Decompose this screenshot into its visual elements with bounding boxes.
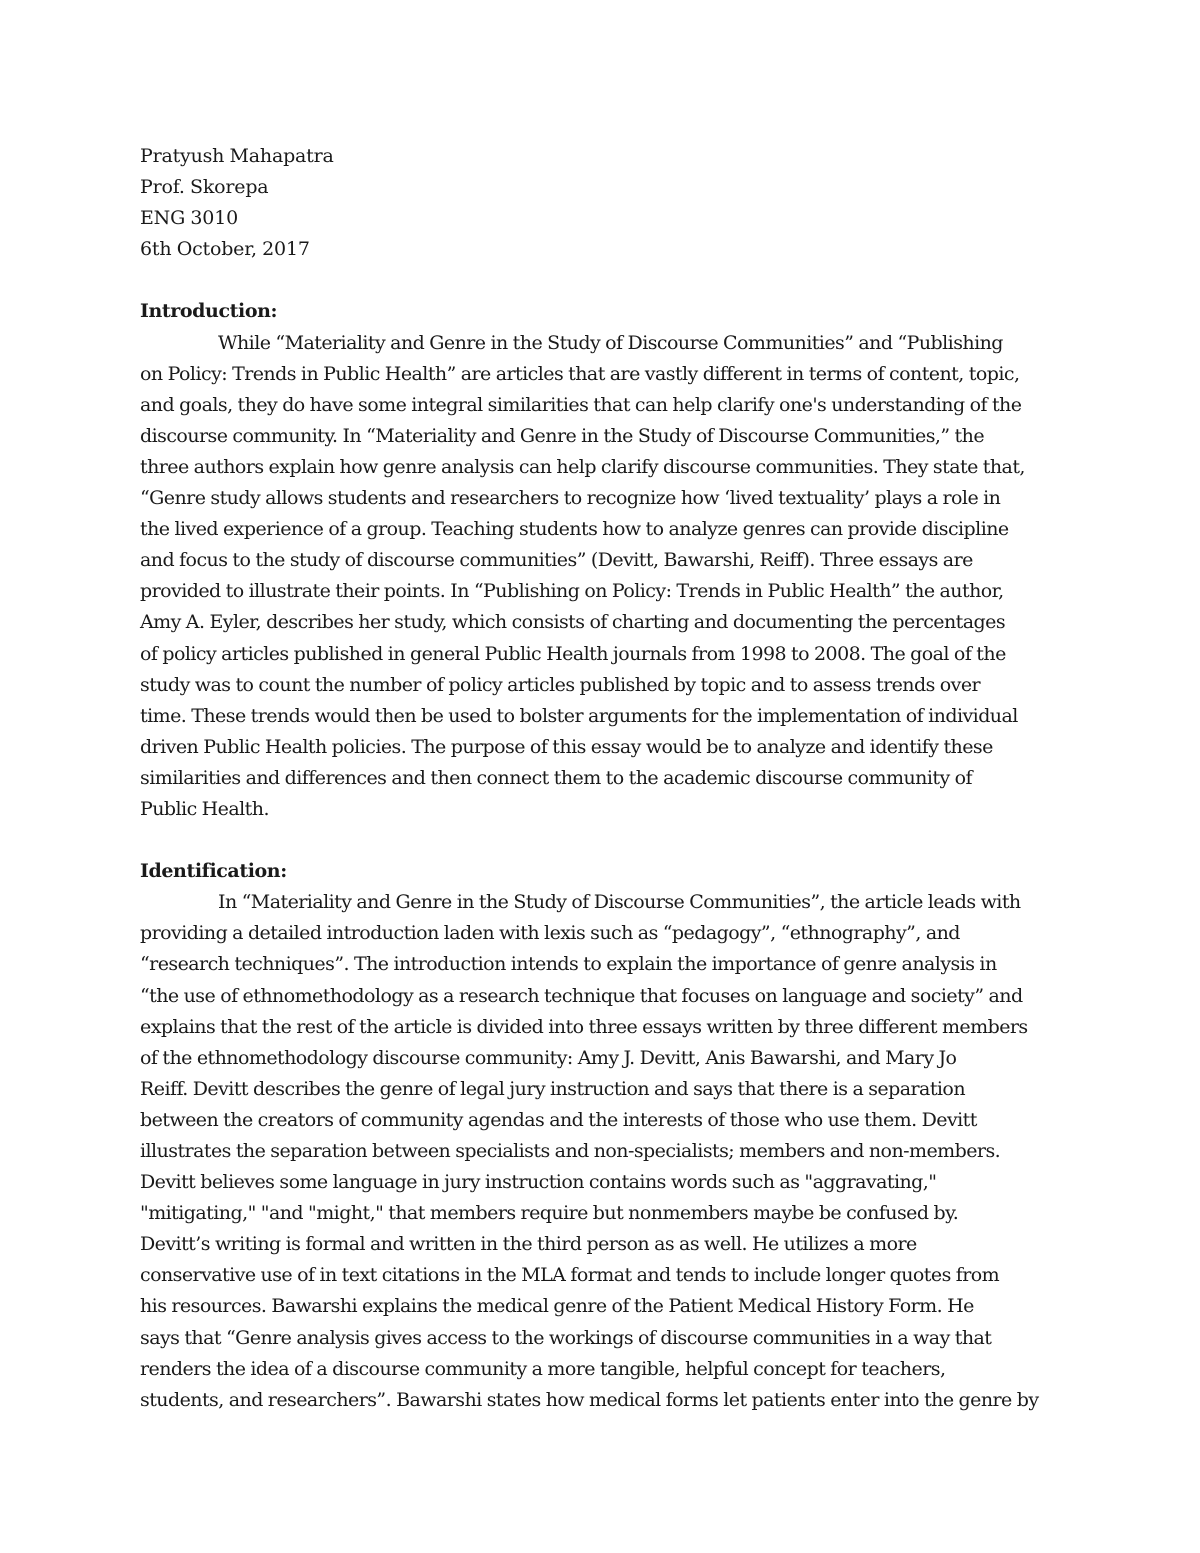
identification-paragraph: [140, 887, 1065, 1416]
identification-heading: Identification:: [140, 860, 287, 883]
paragraph-line: and focus to the study of discourse communities” (Devitt, Bawarshi, Reiff). Three essays are: [140, 549, 973, 572]
paragraph-line: providing a detailed introduction laden with lexis such as “pedagogy”, “ethnography”, and: [140, 922, 960, 945]
paragraph-line: discourse community. In “Materiality and Genre in the Study of Discourse Communities,” the: [140, 424, 985, 447]
paragraph-line: Devitt’s writing is formal and written in the third person as as well. He utilizes a more: [140, 1233, 917, 1256]
paragraph-line: his resources. Bawarshi explains the medical genre of the Patient Medical History Form. He: [140, 1295, 974, 1318]
paragraph-line: says that “Genre analysis gives access to the workings of discourse communities in a way that: [140, 1326, 992, 1349]
paragraph-line: study was to count the number of policy articles published by topic and to assess trends over: [140, 673, 981, 696]
paragraph-line: of the ethnomethodology discourse community: Amy J. Devitt, Anis Bawarshi, and Mary Jo: [140, 1046, 957, 1069]
paragraph-line: renders the idea of a discourse community a more tangible, helpful concept for teachers,: [140, 1357, 946, 1380]
document-page: [140, 141, 1065, 1416]
paragraph-line: In “Materiality and Genre in the Study of Discourse Communities”, the article leads with: [218, 891, 1021, 914]
paragraph-line: similarities and differences and then connect them to the academic discourse community of: [140, 766, 972, 789]
document-date: 6th October, 2017: [140, 238, 310, 261]
paragraph-line: “the use of ethnomethodology as a research technique that focuses on language and society” and: [140, 984, 1023, 1007]
paragraph-line: illustrates the separation between specialists and non-specialists; members and non-members.: [140, 1140, 1001, 1162]
header-block: [140, 141, 1065, 265]
paragraph-line: on Policy: Trends in Public Health” are articles that are vastly different in terms of content, topic,: [140, 362, 1020, 385]
introduction-heading: Introduction:: [140, 300, 278, 323]
paragraph-line: provided to illustrate their points. In “Publishing on Policy: Trends in Public Health” the author,: [140, 580, 1004, 603]
paragraph-line: and goals, they do have some integral similarities that can help clarify one's understanding of the: [140, 393, 1022, 416]
paragraph-line: driven Public Health policies. The purpose of this essay would be to analyze and identify these: [140, 735, 993, 758]
identification-section: [140, 856, 1065, 1416]
paragraph-line: Amy A. Eyler, describes her study, which consists of charting and documenting the percentages: [140, 611, 1006, 634]
paragraph-line: three authors explain how genre analysis can help clarify discourse communities. They state that,: [140, 455, 1025, 478]
introduction-paragraph: [140, 328, 1065, 826]
paragraph-line: of policy articles published in general Public Health journals from 1998 to 2008. The goal of the: [140, 642, 1006, 665]
paragraph-line: While “Materiality and Genre in the Study of Discourse Communities” and “Publishing: [218, 331, 1003, 354]
paragraph-line: Devitt believes some language in jury instruction contains words such as "aggravating,": [140, 1171, 937, 1194]
paragraph-line: the lived experience of a group. Teaching students how to analyze genres can provide discipline: [140, 518, 1009, 541]
spacer: [140, 265, 1065, 296]
professor-name: Prof. Skorepa: [140, 176, 269, 199]
paragraph-line: students, and researchers”. Bawarshi states how medical forms let patients enter into the genre by: [140, 1388, 1039, 1411]
author-name: Pratyush Mahapatra: [140, 145, 334, 167]
paragraph-line: Public Health.: [140, 797, 269, 820]
paragraph-line: “research techniques”. The introduction intends to explain the importance of genre analysis in: [140, 953, 997, 976]
paragraph-line: “Genre study allows students and researchers to recognize how ‘lived textuality’ plays a role in: [140, 487, 1001, 510]
paragraph-line: Reiff. Devitt describes the genre of legal jury instruction and says that there is a separation: [140, 1077, 966, 1100]
paragraph-line: between the creators of community agendas and the interests of those who use them. Devitt: [140, 1108, 977, 1131]
spacer: [140, 825, 1065, 856]
paragraph-line: conservative use of in text citations in the MLA format and tends to include longer quotes from: [140, 1264, 1000, 1287]
introduction-section: [140, 296, 1065, 825]
paragraph-line: time. These trends would then be used to bolster arguments for the implementation of individual: [140, 704, 1018, 727]
paragraph-line: explains that the rest of the article is divided into three essays written by three different members: [140, 1015, 1028, 1038]
paragraph-line: "mitigating," "and "might," that members require but nonmembers maybe be confused by.: [140, 1202, 959, 1225]
course-code: ENG 3010: [140, 207, 238, 230]
